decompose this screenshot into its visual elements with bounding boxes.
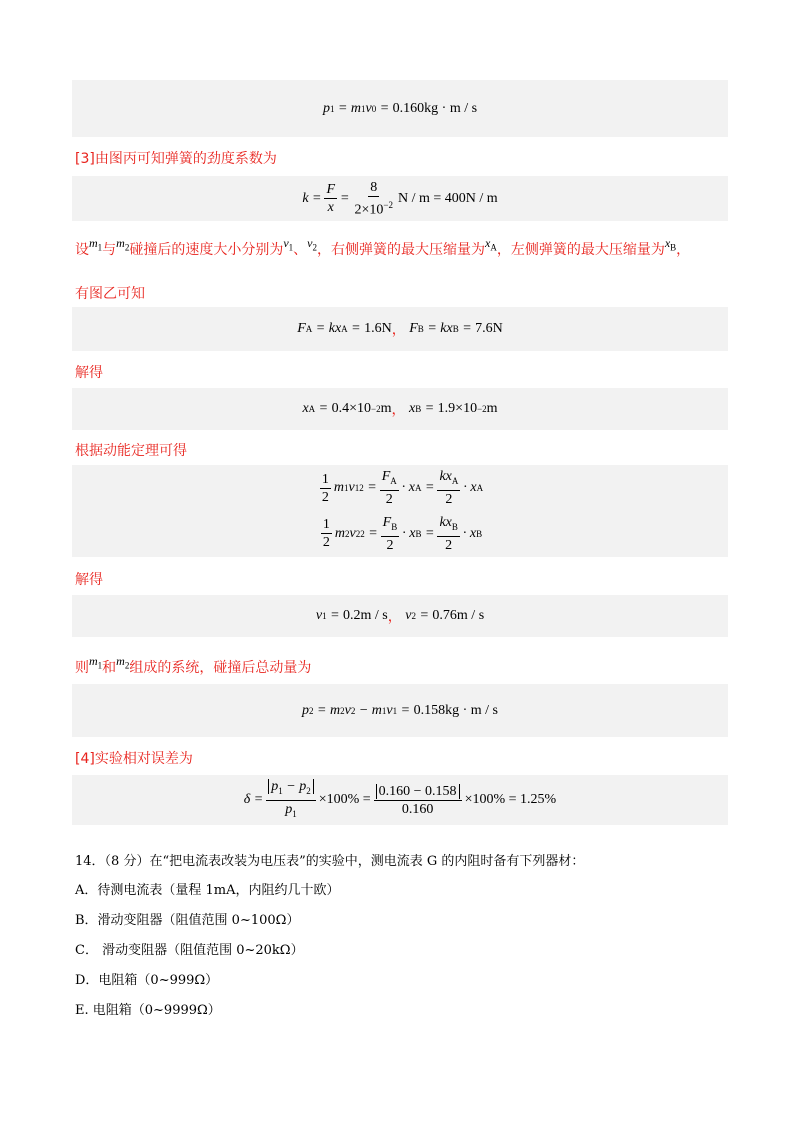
equation-velocities: v 1 = 0.2m / s ， v 2 = 0.76m / s bbox=[315, 608, 485, 625]
equation-forces: F A = kx A = 1.6N ， F B = kx B = 7.6N bbox=[297, 321, 503, 338]
v2-value: 0.76m / s bbox=[432, 608, 485, 623]
caption-set-b: 与 bbox=[102, 242, 117, 258]
equation-k: k = $\frac{F}{x}$ = $\frac{8}{2\times 10^{-2}}$ N / m = 400N / m bbox=[302, 179, 498, 218]
caption-set-g: ， bbox=[676, 242, 691, 258]
caption-then-a: 则 bbox=[75, 660, 89, 676]
question-option-e: E. 电阻箱（0~9999Ω） bbox=[75, 1003, 221, 1018]
question-option-b: B．滑动变阻器（阻值范围 0~100Ω） bbox=[75, 913, 300, 928]
question-option-a: A．待测电流表（量程 1mA，内阻约几十欧） bbox=[75, 883, 340, 898]
xb-value: 1.9×10 bbox=[437, 401, 478, 416]
equation-box-p2 bbox=[72, 684, 728, 737]
caption-set-a: 设 bbox=[75, 242, 89, 258]
equation-box-energy bbox=[72, 465, 728, 557]
equation-box-velocities bbox=[72, 595, 728, 637]
caption-then-c: 组成的系统，碰撞后总动量为 bbox=[129, 660, 312, 676]
caption-set-c: 碰撞后的速度大小分别为 bbox=[129, 242, 284, 258]
delta-num-values: 0.160 − 0.158 bbox=[376, 784, 460, 799]
k-den: 2×10 bbox=[354, 202, 384, 218]
xb-exp: −2 bbox=[477, 404, 487, 414]
xa-exp: −2 bbox=[371, 404, 381, 414]
caption-velocities: 设$m_1$与$m_2$碰撞后的速度大小分别为$v_1$、$v_2$，右侧弹簧的最大压缩量为$x_A$，左侧弹簧的最大压缩量为$x_B$， bbox=[75, 236, 691, 258]
k-num: 8 bbox=[370, 179, 378, 195]
caption-set-d: 、 bbox=[293, 242, 308, 258]
xa-value: 0.4×10 bbox=[331, 401, 372, 416]
caption-set-f: ，左侧弹簧的最大压缩量为 bbox=[496, 242, 665, 258]
equation-p1: p 1 = m 1 v 0 = 0.160kg · m / s bbox=[322, 100, 478, 116]
p2-value: 0.158kg · m / s bbox=[413, 702, 498, 718]
k-result: N / m = 400N / m bbox=[397, 190, 498, 206]
caption-spring-constant: [3]由图丙可知弹簧的劲度系数为 bbox=[75, 151, 277, 167]
caption-then-b: 和 bbox=[102, 660, 117, 676]
equation-box-compressions bbox=[72, 388, 728, 430]
equation-box-delta bbox=[72, 775, 728, 825]
k-frac-den: x bbox=[327, 200, 334, 215]
delta-pct: ×100% bbox=[464, 792, 506, 807]
k-den-exp: −2 bbox=[383, 199, 393, 210]
k-frac-num: F bbox=[326, 182, 336, 197]
question-option-d: D．电阻箱（0~999Ω） bbox=[75, 973, 219, 988]
caption-relative-error: [4]实验相对误差为 bbox=[75, 751, 193, 767]
fb-value: 7.6N bbox=[475, 321, 503, 336]
question-option-c: C． 滑动变阻器（阻值范围 0~20kΩ） bbox=[75, 943, 304, 958]
equation-energy-b: $\frac{1}{2}$ m 2 v 2 2 = $\frac{F_B}{2}$ · x B = $\frac{kx_B}{2}$ · x B bbox=[322, 515, 483, 553]
equation-p2: p 2 = m 2 v 2 − m 1 v 1 = 0.158kg · m / s bbox=[302, 702, 498, 718]
caption-solve-2: 解得 bbox=[75, 572, 103, 588]
equation-box-p1 bbox=[72, 80, 728, 137]
equation-delta: δ = $\frac{p_1 - p_2}{p_1}$ ×100% = $\frac{0.160 - 0.158}{0.160}$ ×100% = 1.25% bbox=[243, 778, 557, 819]
equation-energy-a: $\frac{1}{2}$ m 1 v 1 2 = $\frac{F_A}{2}$ · x A = $\frac{kx_A}{2}$ · x A bbox=[321, 469, 484, 507]
xa-unit: m bbox=[380, 401, 392, 416]
xb-unit: m bbox=[486, 401, 498, 416]
p1-value: 0.160kg · m / s bbox=[392, 100, 478, 116]
equation-box-forces bbox=[72, 307, 728, 351]
question-14-title: 14．（8 分）在“把电流表改装为电压表”的实验中，测电流表 G 的内阻时备有下列器材： bbox=[75, 854, 585, 869]
caption-theorem: 根据动能定理可得 bbox=[75, 443, 187, 459]
caption-from-figure: 有图乙可知 bbox=[75, 286, 145, 302]
caption-solve-1: 解得 bbox=[75, 365, 103, 381]
v1-value: 0.2m / s bbox=[343, 608, 388, 623]
caption-set-e: ，右侧弹簧的最大压缩量为 bbox=[317, 242, 485, 258]
equation-compressions: x A = 0.4×10 −2 m ， x B = 1.9×10 −2 m bbox=[302, 401, 498, 418]
equation-box-k bbox=[72, 176, 728, 221]
delta-den-value: 0.160 bbox=[401, 801, 434, 817]
caption-total-momentum: 则$m_1$和$m_2$组成的系统，碰撞后总动量为 bbox=[75, 654, 312, 676]
fa-value: 1.6N bbox=[364, 321, 392, 336]
delta-result: 1.25% bbox=[520, 792, 557, 807]
